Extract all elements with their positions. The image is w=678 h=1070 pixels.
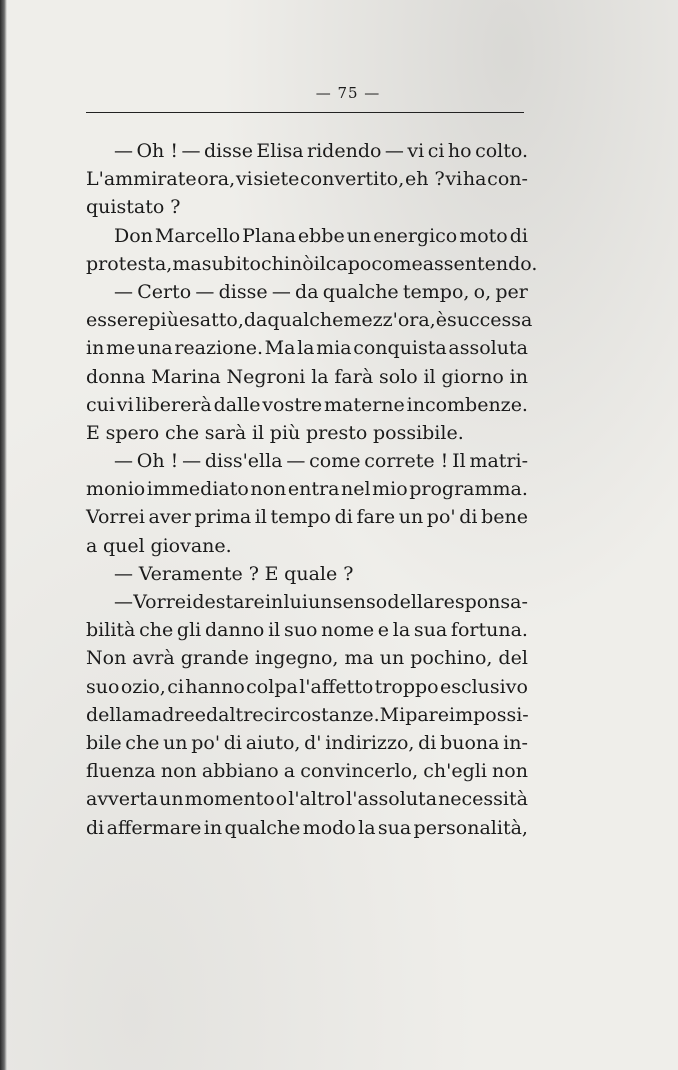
word: bilità (86, 619, 136, 642)
word: immediato (146, 478, 249, 501)
word: la (358, 816, 376, 839)
word: pare (405, 703, 450, 726)
word: della (387, 591, 435, 613)
word: Non (86, 647, 127, 670)
word: dalle (213, 393, 261, 416)
word: farà (334, 365, 374, 388)
text-line (86, 222, 528, 250)
word: solo (378, 365, 418, 388)
text-line (86, 814, 528, 842)
word: disse (203, 140, 253, 162)
word: il (423, 365, 436, 388)
word: gli (176, 619, 202, 642)
word: l'altro (288, 788, 346, 811)
word: ed (194, 703, 219, 726)
word: entra (287, 478, 340, 501)
word: spero (105, 421, 160, 444)
word: ci (427, 140, 445, 162)
word: il (313, 252, 326, 275)
word: non (250, 478, 287, 501)
word: a (283, 760, 296, 783)
word: Oh ! (136, 140, 178, 162)
word: — (182, 450, 202, 473)
word: — (195, 280, 215, 303)
word: ch'egli (423, 760, 487, 783)
word: hanno (185, 675, 245, 698)
word: sarà (204, 421, 247, 444)
word: più (269, 421, 301, 444)
text-line (86, 532, 528, 560)
word: disse (218, 280, 268, 303)
word: il (254, 506, 267, 529)
word: danno (204, 619, 265, 642)
word: abbiano (201, 760, 279, 783)
word: bile (86, 731, 122, 754)
text-line (86, 137, 528, 165)
word: L'ammirate (86, 168, 197, 191)
word: di (459, 506, 478, 529)
word: tempo, (402, 280, 470, 303)
word: E (86, 421, 100, 444)
word: — (114, 450, 133, 473)
word: vi (445, 168, 463, 191)
word: ci (167, 675, 184, 698)
word: vi (235, 168, 253, 191)
word: eh ? (404, 168, 445, 191)
word: mio (372, 478, 408, 501)
word: assoluta (448, 337, 528, 360)
word: capo (325, 252, 372, 275)
word: ora, (197, 168, 236, 191)
word: di (418, 731, 437, 754)
word: Ma (264, 337, 296, 360)
word: ebbe (297, 224, 345, 247)
word: di (509, 224, 528, 247)
word: chinò (261, 252, 314, 275)
word: incombenze. (406, 393, 528, 416)
word: suo (86, 675, 120, 698)
word: libererà (135, 393, 212, 416)
word: colpa (246, 675, 298, 698)
word: altre (218, 703, 264, 726)
word: tempo (270, 506, 331, 529)
word: di (86, 816, 105, 839)
word: del (498, 647, 528, 670)
text-line (86, 193, 528, 221)
word: convincerlo, (300, 760, 419, 783)
text-line (86, 250, 538, 278)
text-line (86, 306, 533, 334)
word: protesta, (86, 252, 173, 275)
text-line (86, 334, 528, 362)
word: e (377, 619, 390, 642)
word: reazione. (174, 337, 264, 360)
text-line (86, 475, 528, 503)
word: diss'ella (204, 450, 283, 473)
word: ridendo (307, 140, 382, 162)
word: momento (184, 788, 275, 811)
word: indirizzo, (325, 731, 415, 754)
word: E (264, 562, 279, 585)
text-line (86, 503, 528, 531)
word: il (251, 421, 265, 444)
word: Il (452, 450, 466, 473)
word: — (271, 280, 291, 303)
word: Oh ! (136, 450, 179, 473)
word: Marcello (154, 224, 241, 247)
word: ma (172, 252, 202, 275)
word: successa (446, 309, 533, 332)
word: Plana (242, 224, 296, 247)
body-text (86, 137, 538, 842)
word: da (243, 309, 268, 332)
text-line (86, 757, 528, 785)
word: la (297, 337, 315, 360)
word: Certo (137, 280, 192, 303)
text-line (86, 165, 528, 193)
word: con- (487, 168, 528, 191)
word: modo (302, 816, 356, 839)
word: un (308, 591, 333, 613)
text-line (86, 729, 528, 757)
word: sua (413, 619, 448, 642)
word: grande (180, 647, 249, 670)
word: assentendo. (422, 252, 538, 275)
word: Vorrei (133, 591, 193, 613)
word: in (203, 816, 223, 839)
word: un (346, 224, 372, 247)
word: — (114, 280, 133, 303)
word: un (379, 647, 405, 670)
word: avverta (86, 788, 159, 811)
word: o (275, 788, 288, 811)
word: ma (344, 647, 374, 670)
text-line (86, 673, 528, 701)
word: — (114, 562, 133, 585)
page-binding-edge (0, 0, 7, 1070)
word: Marina (151, 365, 221, 388)
word: mezz'ora, (343, 309, 436, 332)
word: Negroni (226, 365, 306, 388)
word: destare (192, 591, 265, 613)
text-line (86, 391, 528, 419)
word: buona (440, 731, 500, 754)
word: siete (253, 168, 300, 191)
word: nel (340, 478, 371, 501)
word: più (148, 309, 179, 332)
word: da (295, 280, 319, 303)
word: giorno (441, 365, 504, 388)
word: circostanze. (263, 703, 380, 726)
word: l'assoluta (346, 788, 438, 811)
word: subito (201, 252, 261, 275)
word: possibile. (372, 421, 464, 444)
word: energico (373, 224, 458, 247)
word: madre (132, 703, 195, 726)
word: conquista (353, 337, 447, 360)
word: troppo (374, 675, 439, 698)
word: qualche (224, 816, 301, 839)
word: po' (426, 506, 456, 529)
word: un (398, 506, 424, 529)
word: è (435, 309, 447, 332)
word: quistato ? (86, 196, 181, 219)
word: affermare (106, 816, 202, 839)
word: fluenza (86, 760, 156, 783)
text-line (86, 560, 528, 588)
word: monio (86, 478, 146, 501)
word: in (86, 337, 105, 360)
word: vostre (262, 393, 323, 416)
word: ingegno, (254, 647, 339, 670)
word: avrà (132, 647, 175, 670)
word: moto (459, 224, 508, 247)
word: l'affetto (299, 675, 374, 698)
word: un (159, 788, 184, 811)
word: cui (86, 393, 115, 416)
word: a (86, 534, 98, 557)
word: lui (283, 591, 308, 613)
word: programma. (409, 478, 528, 501)
word: ho (447, 140, 472, 162)
word: sua (377, 816, 412, 839)
word: d' (304, 731, 322, 754)
word: nome (321, 619, 375, 642)
word: prima (194, 506, 252, 529)
word: fare (356, 506, 396, 529)
word: — (286, 450, 306, 473)
word: qualche (267, 309, 344, 332)
page-number: — 75 — (315, 84, 381, 102)
word: suo (283, 619, 318, 642)
word: di (223, 731, 242, 754)
word: per (495, 280, 528, 303)
word: responsa- (434, 591, 528, 613)
word: senso (332, 591, 388, 613)
word: bene (481, 506, 528, 529)
word: me (105, 337, 136, 360)
word: in (509, 365, 528, 388)
word: non (492, 760, 528, 783)
word: o, (473, 280, 492, 303)
word: mia (316, 337, 352, 360)
text-line (86, 363, 528, 391)
text-line (86, 644, 528, 672)
header-rule (86, 112, 524, 113)
word: vi (116, 393, 134, 416)
word: Mi (379, 703, 406, 726)
word: che (164, 421, 200, 444)
text-line (86, 785, 528, 813)
word: donna (86, 365, 146, 388)
word: che (139, 619, 174, 642)
word: vi (407, 140, 425, 162)
word: non (160, 760, 197, 783)
word: correte ! (364, 450, 449, 473)
word: po' (191, 731, 221, 754)
word: — (114, 591, 133, 613)
word: qualche (322, 280, 399, 303)
text-line (86, 616, 528, 644)
word: la (392, 619, 411, 642)
word: aver (148, 506, 191, 529)
word: come (309, 450, 361, 473)
word: — (181, 140, 201, 162)
word: Vorrei (86, 506, 145, 529)
word: Don (114, 224, 153, 247)
word: ozio, (120, 675, 166, 698)
word: quale ? (284, 562, 354, 585)
word: pochino, (410, 647, 493, 670)
word: — (384, 140, 404, 162)
word: materne (324, 393, 405, 416)
word: quel (103, 534, 145, 557)
word: il (268, 619, 281, 642)
word: essere (86, 309, 149, 332)
word: aiuto, (245, 731, 301, 754)
word: una (136, 337, 173, 360)
word: necessità (438, 788, 528, 811)
word: che (125, 731, 160, 754)
text-line (86, 278, 528, 306)
word: la (311, 365, 329, 388)
word: esclusivo (439, 675, 528, 698)
word: Veramente ? (138, 562, 259, 585)
word: come (371, 252, 423, 275)
word: in- (503, 731, 528, 754)
text-line (86, 588, 528, 616)
word: matri- (469, 450, 528, 473)
word: personalità, (413, 816, 528, 839)
word: fortuna. (450, 619, 528, 642)
word: presto (305, 421, 368, 444)
word: impossi- (449, 703, 529, 726)
text-line (86, 447, 528, 475)
word: convertito, (300, 168, 405, 191)
word: un (163, 731, 188, 754)
word: Elisa (256, 140, 304, 162)
word: ha (462, 168, 487, 191)
word: colto. (475, 140, 528, 162)
word: — (114, 140, 133, 162)
word: della (86, 703, 133, 726)
word: di (334, 506, 353, 529)
word: esatto, (178, 309, 244, 332)
text-line (86, 419, 528, 447)
text-line (86, 701, 528, 729)
word: giovane. (150, 534, 232, 557)
word: in (264, 591, 284, 613)
